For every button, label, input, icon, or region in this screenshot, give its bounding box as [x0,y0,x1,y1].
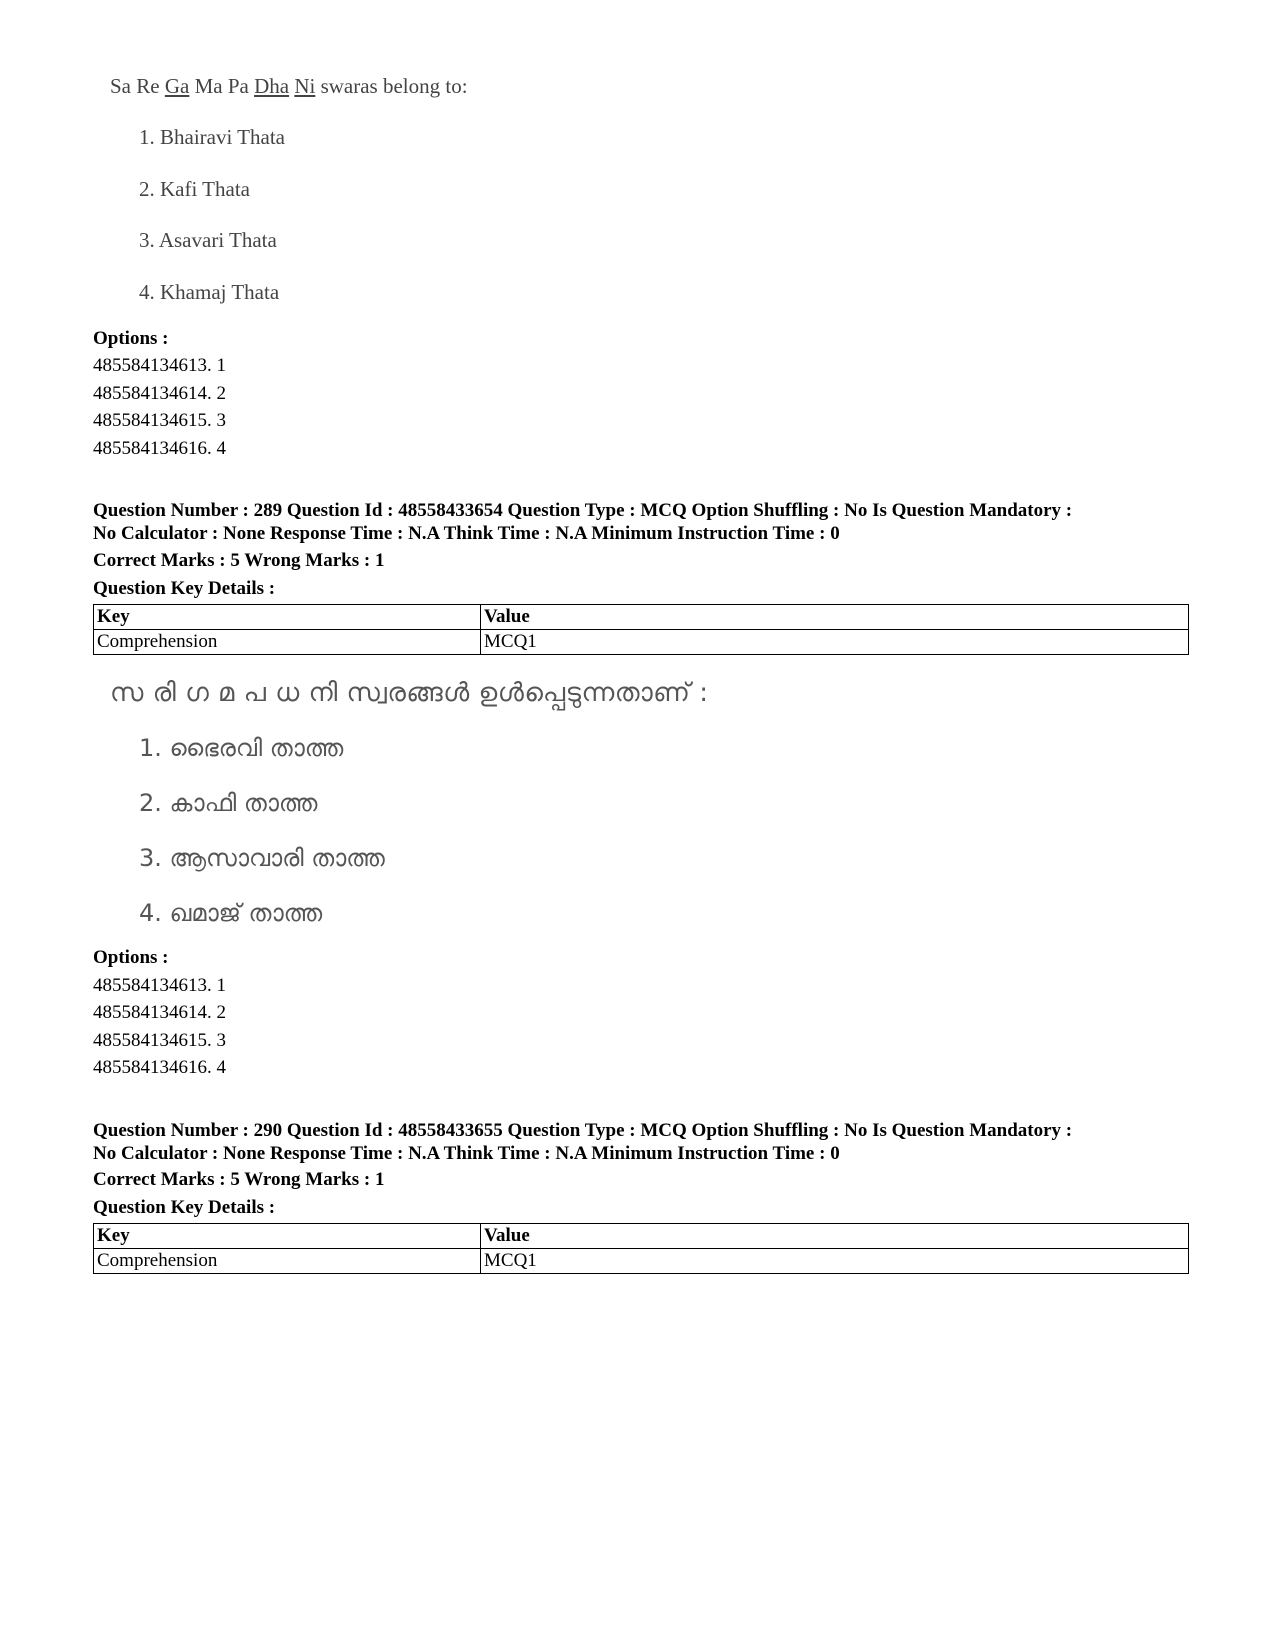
option-item: 485584134613. 1 [93,355,226,376]
stem-part: Ma Pa [189,74,255,98]
options-heading: Options : [93,328,169,349]
table-row [94,1249,1189,1274]
meta-line-2: No Calculator : None Response Time : N.A Think Time : N.A Minimum Instruction Time : 0 [93,1143,840,1164]
header-value: Value [481,1224,1189,1249]
stem-part: swaras belong to: [315,74,468,98]
option-item: 485584134615. 3 [93,410,226,431]
choice-1-malayalam: 1. ഭൈരവി താത്ത [139,734,344,762]
option-item: 485584134616. 4 [93,438,226,459]
cell-key: Comprehension [94,1249,481,1274]
marks: Correct Marks : 5 Wrong Marks : 1 [93,1169,385,1190]
option-item: 485584134616. 4 [93,1057,226,1078]
meta-line-1: Question Number : 289 Question Id : 48558433654 Question Type : MCQ Option Shuffling : No Is Question Mandatory : [93,500,1073,521]
key-details-heading: Question Key Details : [93,578,276,599]
option-item: 485584134614. 2 [93,383,226,404]
table-header-row [94,1224,1189,1249]
cell-value: MCQ1 [481,1249,1189,1274]
stem-part-underlined: Ni [294,74,316,98]
key-details-heading: Question Key Details : [93,1197,276,1218]
cell-value: MCQ1 [481,630,1189,655]
option-item: 485584134615. 3 [93,1030,226,1051]
meta-line-1: Question Number : 290 Question Id : 48558433655 Question Type : MCQ Option Shuffling : No Is Question Mandatory : [93,1120,1073,1141]
header-key: Key [94,1224,481,1249]
question-meta [93,499,1203,545]
stem-part: Sa Re [110,74,165,98]
meta-line-2: No Calculator : None Response Time : N.A Think Time : N.A Minimum Instruction Time : 0 [93,523,840,544]
header-value: Value [481,605,1189,630]
marks: Correct Marks : 5 Wrong Marks : 1 [93,550,385,571]
options-heading: Options : [93,947,169,968]
table-row [94,630,1189,655]
header-key: Key [94,605,481,630]
choice-3-malayalam: 3. ആസാവാരി താത്ത [139,844,385,872]
option-item: 485584134614. 2 [93,1002,226,1023]
choice-4-malayalam: 4. ഖമാജ് താത്ത [139,899,323,927]
table-header-row [94,605,1189,630]
key-details-table [93,1223,1189,1274]
choice-2: 2. Kafi Thata [139,177,250,201]
stem-part-underlined: Dha [254,74,290,98]
question-stem-english [110,74,468,99]
choice-1: 1. Bhairavi Thata [139,125,285,149]
key-details-table [93,604,1189,655]
cell-key: Comprehension [94,630,481,655]
question-stem-malayalam: സ രി ഗ മ പ ധ നി സ്വരങ്ങൾ ഉൾപ്പെടുന്നതാണ് : [110,678,709,708]
stem-part-underlined: Ga [164,74,190,98]
choice-4: 4. Khamaj Thata [139,280,280,304]
question-meta [93,1119,1203,1165]
choice-3: 3. Asavari Thata [139,228,277,252]
choice-2-malayalam: 2. കാഫി താത്ത [139,789,318,817]
option-item: 485584134613. 1 [93,975,226,996]
